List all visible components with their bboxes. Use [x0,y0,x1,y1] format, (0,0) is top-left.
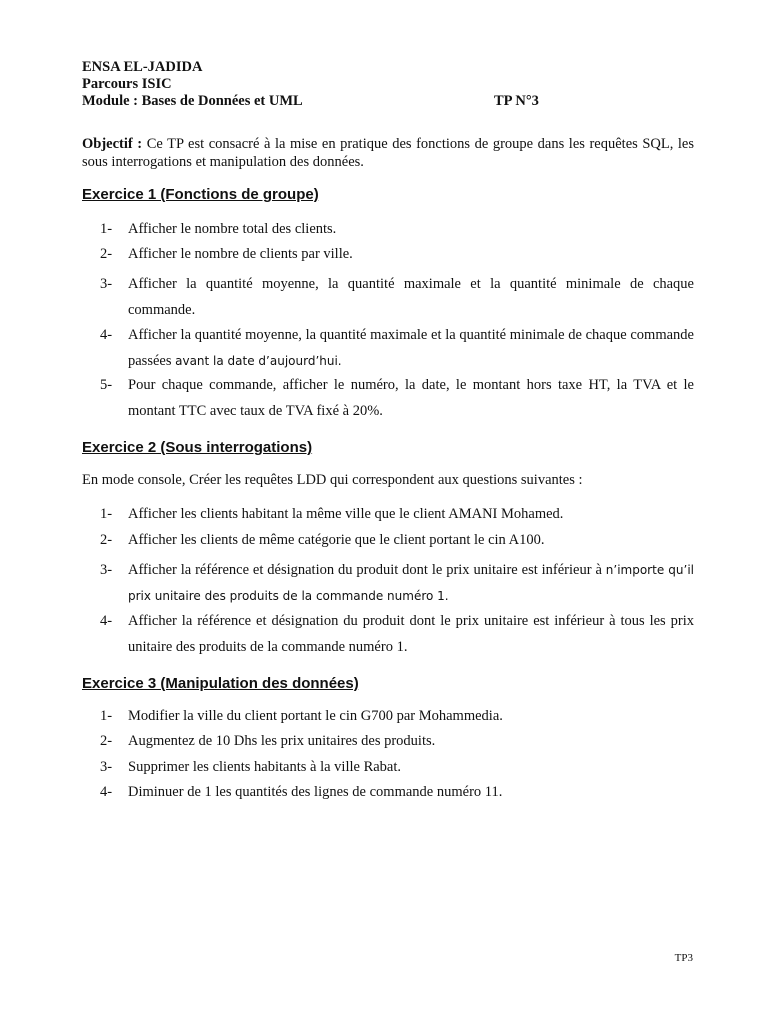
list-item [100,271,694,323]
item-text-suffix: avant la date d’aujourd’hui. [175,354,342,368]
item-number: 2- [100,733,113,749]
list-item [100,506,694,523]
item-number: 2- [100,246,113,262]
list-item [100,322,694,374]
exercise1-title: Exercice 1 (Fonctions de groupe) [82,186,319,203]
list-item [100,221,694,238]
list-item [100,784,694,801]
list-item [100,372,694,424]
document-header [82,59,694,110]
item-number: 3- [100,562,113,578]
list-item [100,608,694,660]
item-text: Modifier la ville du client portant le cin G700 par Mohammedia. [128,708,503,724]
list-item [100,708,694,725]
item-text: Afficher la référence et désignation du produit dont le prix unitaire est inférieur à tous les prix unitaire des produits de la commande numéro 1. [128,613,694,655]
list-item [100,532,694,549]
exercise2-title: Exercice 2 (Sous interrogations) [82,439,313,456]
track-name: Parcours ISIC [82,76,172,92]
item-number: 2- [100,532,113,548]
item-text: Afficher la référence et désignation du produit dont le prix unitaire est inférieur à [128,562,602,578]
module-name: Module : Bases de Données et UML [82,93,303,109]
school-name: ENSA EL-JADIDA [82,59,203,75]
list-item [100,557,694,609]
item-number: 4- [100,613,113,629]
item-text: Afficher le nombre total des clients. [128,221,337,237]
item-text: Diminuer de 1 les quantités des lignes de commande numéro 11. [128,784,503,800]
page-footer-label: TP3 [674,952,693,964]
tp-number: TP N°3 [494,93,539,109]
objective-paragraph [82,135,694,171]
list-item [100,246,694,263]
item-number: 1- [100,221,113,237]
item-text: Afficher la quantité moyenne, la quantité maximale et la quantité minimale de chaque commande passées [128,327,694,369]
item-number: 4- [100,784,113,800]
item-text: Afficher la quantité moyenne, la quantité maximale et la quantité minimale de chaque commande. [128,276,694,318]
list-item [100,759,694,776]
item-number: 3- [100,759,113,775]
objective-label: Objectif : [82,136,143,152]
item-number: 4- [100,327,113,343]
item-text: Augmentez de 10 Dhs les prix unitaires des produits. [128,733,436,749]
item-text-suffix: n’importe qu’il prix unitaire des produits de la commande numéro 1. [128,563,694,603]
item-text: Supprimer les clients habitants à la ville Rabat. [128,759,402,775]
exercise2-intro: En mode console, Créer les requêtes LDD qui correspondent aux questions suivantes : [82,472,583,488]
item-number: 5- [100,377,113,393]
item-text: Afficher les clients habitant la même ville que le client AMANI Mohamed. [128,506,564,522]
item-text: Afficher le nombre de clients par ville. [128,246,353,262]
item-number: 1- [100,506,113,522]
item-number: 1- [100,708,113,724]
item-text: Pour chaque commande, afficher le numéro, la date, le montant hors taxe HT, la TVA et le montant TTC avec taux de TVA fixé à 20%. [128,377,694,419]
exercise3-title: Exercice 3 (Manipulation des données) [82,675,359,692]
objective-text: Ce TP est consacré à la mise en pratique des fonctions de groupe dans les requêtes SQL, les sous interrogations et manipulation des données. [82,136,695,170]
item-number: 3- [100,276,113,292]
list-item [100,733,694,750]
item-text: Afficher les clients de même catégorie que le client portant le cin A100. [128,532,545,548]
